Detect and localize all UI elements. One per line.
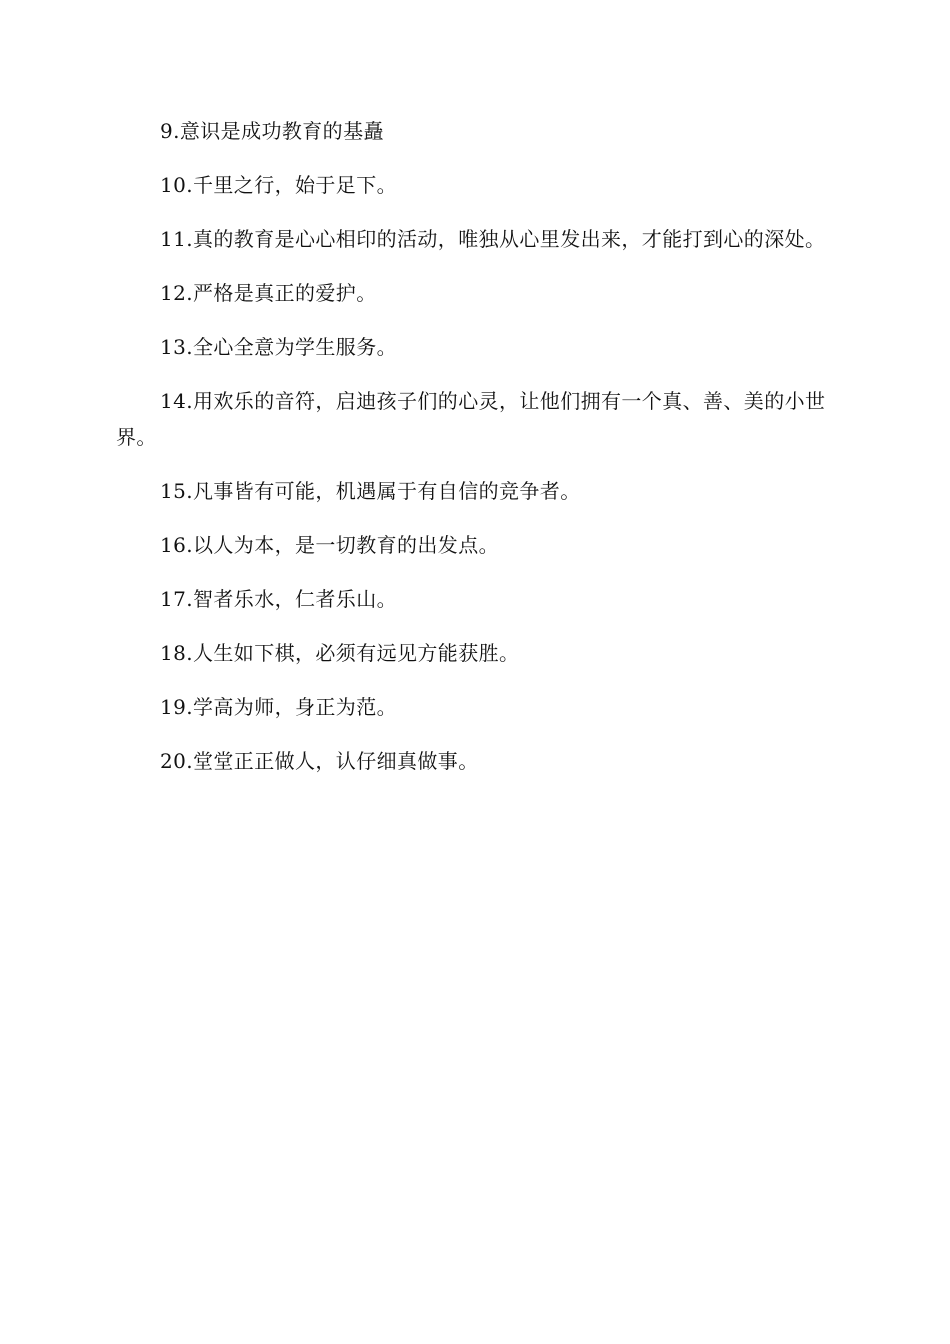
list-item: 15.凡事皆有可能，机遇属于有自信的竞争者。: [160, 479, 581, 503]
list-item: 18.人生如下棋，必须有远见方能获胜。: [160, 641, 520, 665]
list-item: 12.严格是真正的爱护。: [160, 281, 377, 305]
list-item: 19.学高为师，身正为范。: [160, 695, 398, 719]
list-item: 9.意识是成功教育的基矗: [160, 119, 384, 143]
list-item: 13.全心全意为学生服务。: [160, 335, 398, 359]
list-item: 11.真的教育是心心相印的活动，唯独从心里发出来，才能打到心的深处。: [160, 227, 826, 251]
list-item: 14.用欢乐的音符，启迪孩子们的心灵，让他们拥有一个真、善、美的小世界。: [116, 389, 826, 449]
list-item: 17.智者乐水，仁者乐山。: [160, 587, 398, 611]
list-item: 10.千里之行，始于足下。: [160, 173, 398, 197]
document-body: [116, 113, 826, 797]
list-item: 20.堂堂正正做人，认仔细真做事。: [160, 749, 479, 773]
list-item: 16.以人为本，是一切教育的出发点。: [160, 533, 500, 557]
